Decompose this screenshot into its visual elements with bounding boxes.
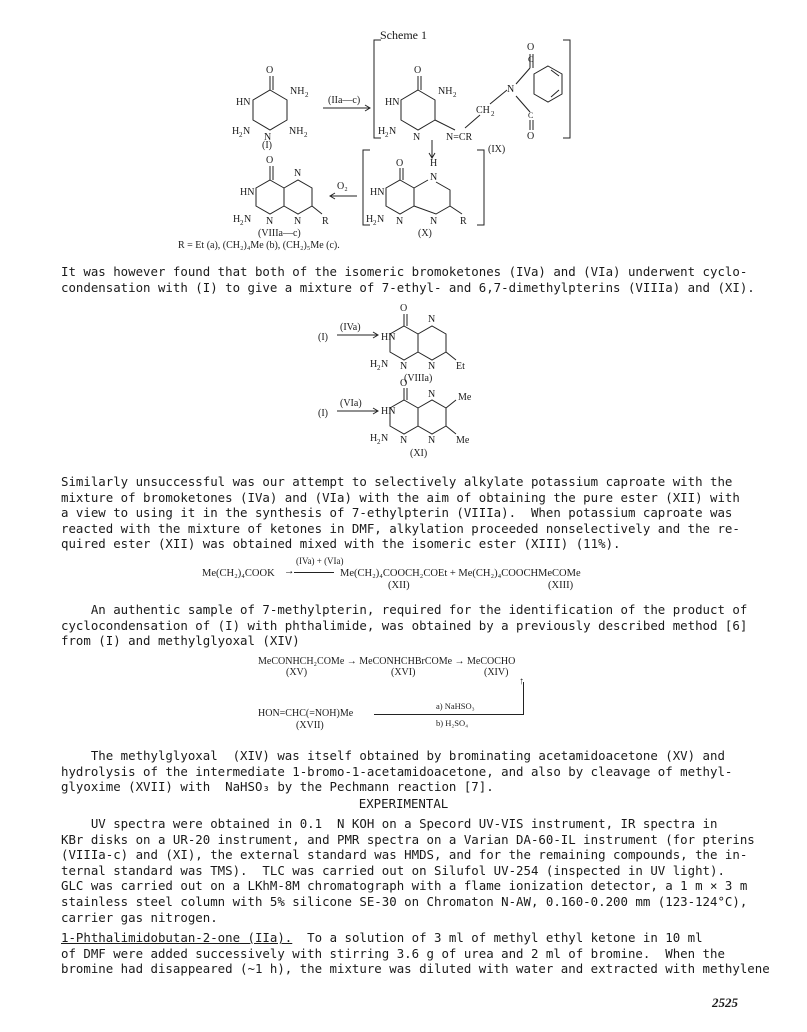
svg-text:H: H xyxy=(370,433,378,444)
svg-text:H: H xyxy=(233,214,241,225)
svg-text:O: O xyxy=(400,378,408,389)
page-number: 2525 xyxy=(712,995,738,1010)
svg-text:2: 2 xyxy=(453,91,457,99)
svg-text:HN: HN xyxy=(381,406,396,417)
svg-text:2: 2 xyxy=(385,131,389,139)
structure-X xyxy=(366,158,467,239)
svg-text:2: 2 xyxy=(305,91,309,99)
svg-text:C: C xyxy=(528,111,534,120)
svg-text:H: H xyxy=(232,126,240,137)
svg-text:HN: HN xyxy=(381,332,396,343)
svg-text:N: N xyxy=(243,126,251,137)
svg-text:N: N xyxy=(413,132,421,143)
svg-text:N: N xyxy=(294,216,302,227)
paragraph-6: 1-Phthalimidobutan-2-one (IIa). To a solution of 3 ml of methyl ethyl ketone in 10 ml of DMF were added successively with stirring 3.6 g of urea and 2 ml of bromine. When the bromine had disappeared (~1 h), the mixture was diluted with water and extracted with methylene xyxy=(61,930,770,977)
svg-text:2: 2 xyxy=(377,364,381,372)
structure-VIIIa xyxy=(318,303,465,384)
structure-I xyxy=(232,65,309,151)
svg-text:O: O xyxy=(266,155,274,166)
svg-text:N: N xyxy=(428,435,436,446)
svg-text:N: N xyxy=(507,84,515,95)
svg-text:N: N xyxy=(244,214,252,225)
svg-text:N: N xyxy=(381,433,389,444)
paragraph-3: An authentic sample of 7-methylpterin, required for the identification of the product of cyclocondensation of (I) with phthalimide, was obtained by a previously described method [6] from (I) and methylglyoxal (XIV) xyxy=(61,602,748,649)
svg-text:HN: HN xyxy=(240,187,255,198)
structure-IX xyxy=(378,42,562,155)
svg-text:O: O xyxy=(396,158,404,169)
svg-text:H: H xyxy=(366,214,374,225)
svg-text:H: H xyxy=(378,126,386,137)
section-heading: EXPERIMENTAL xyxy=(358,796,449,811)
svg-text:N: N xyxy=(264,132,272,143)
svg-text:2: 2 xyxy=(240,219,244,227)
procedure-title: 1-Phthalimidobutan-2-one (IIa). xyxy=(61,930,293,945)
svg-text:NH: NH xyxy=(289,126,304,137)
svg-text:HN: HN xyxy=(370,187,385,198)
svg-text:N: N xyxy=(428,314,436,325)
svg-text:Me: Me xyxy=(458,392,472,403)
svg-text:N: N xyxy=(389,126,397,137)
svg-text:N: N xyxy=(294,168,302,179)
svg-text:R: R xyxy=(322,216,329,227)
label-IX: (IX) xyxy=(488,144,506,155)
scheme-legend: R = Et (a), (CH₂)₄Me (b), (CH₂)₅Me (c). xyxy=(178,240,340,251)
paragraph-5: UV spectra were obtained in 0.1 N KOH on a Specord UV-VIS instrument, IR spectra in KBr disks on a UR-20 instrument, and PMR spectra on a Varian DA-60-IL instrument (for pterins (VIIIa-c) and (XI), the external standard was HMDS, and for the remaining compounds, the in- ternal standard was TMS). TLC was carried out on Silufol UV-254 (inspected in UV light). GLC was carried out on a LKhM-8M chromatograph with a flame ionization detector, a 1 m × 3 m stainless steel column with 5% silicone SE-30 on Chromaton N-AW, 0.160-0.200 mm (123-124°C), carrier gas nitrogen. xyxy=(61,816,755,925)
scheme-drawings xyxy=(0,0,807,470)
svg-text:N: N xyxy=(377,214,385,225)
svg-text:N: N xyxy=(400,361,408,372)
svg-text:(I): (I) xyxy=(318,408,328,419)
svg-text:HN: HN xyxy=(385,97,400,108)
svg-text:2: 2 xyxy=(304,131,308,139)
svg-text:2: 2 xyxy=(373,219,377,227)
svg-text:N: N xyxy=(266,216,274,227)
arrow-oxygen: O₂ xyxy=(337,181,348,192)
paragraph-2: Similarly unsuccessful was our attempt to selectively alkylate potassium caproate with the mixture of bromoketones (IVa) and (VIa) with the aim of obtaining the pure ester (XII) with a view to using it in the synthesis of 7-ethylpterin (VIIIa). When potassium caproate was reacted with the mixture of ketones in DMF, alkylation proceeded nonselectively and the re- quired ester (XII) was obtained mixed with the isomeric ester (XIII) (11%). xyxy=(61,474,740,552)
svg-text:O: O xyxy=(266,65,274,76)
svg-text:N: N xyxy=(381,359,389,370)
svg-text:N: N xyxy=(430,172,438,183)
svg-text:(I): (I) xyxy=(318,332,328,343)
svg-text:O: O xyxy=(400,303,408,314)
arrow-reagent: (IIa—c) xyxy=(328,95,361,106)
svg-text:NH: NH xyxy=(438,86,453,97)
scheme-title: Scheme 1 xyxy=(380,28,427,42)
svg-text:(IVa): (IVa) xyxy=(340,322,361,333)
structure-VIII xyxy=(233,155,329,239)
svg-text:O: O xyxy=(527,42,535,53)
svg-text:N: N xyxy=(428,389,436,400)
svg-text:O: O xyxy=(527,131,535,142)
equation-1: (IVa) + (VIa) Me(CH₂)₄COOK → Me(CH₂)₄COOCH₂COEt + Me(CH₂)₄COOCHMeCOMe (XII) (XIII) xyxy=(202,556,581,591)
paragraph-1: It was however found that both of the isomeric bromoketones (IVa) and (VIa) underwent cyclo- condensation with (I) to give a mixture of 7-ethyl- and 6,7-dimethylpterins (VIIIa) and (XI). xyxy=(61,264,755,295)
svg-text:HN: HN xyxy=(236,97,251,108)
svg-text:(VIa): (VIa) xyxy=(340,398,362,409)
svg-text:R: R xyxy=(460,216,467,227)
svg-text:H: H xyxy=(370,359,378,370)
svg-text:O: O xyxy=(414,65,422,76)
svg-text:N: N xyxy=(428,361,436,372)
svg-text:(XI): (XI) xyxy=(410,448,428,459)
label-VIII: (VIIIa—c) xyxy=(258,228,301,239)
svg-text:N=CR: N=CR xyxy=(446,132,473,143)
svg-text:2: 2 xyxy=(491,110,495,118)
svg-text:NH: NH xyxy=(290,86,305,97)
svg-text:2: 2 xyxy=(239,131,243,139)
label-X: (X) xyxy=(418,228,432,239)
svg-text:2: 2 xyxy=(377,438,381,446)
svg-text:Et: Et xyxy=(456,361,465,372)
svg-text:H: H xyxy=(430,158,438,169)
structure-XI xyxy=(318,378,472,459)
svg-text:N: N xyxy=(396,216,404,227)
paragraph-4: The methylglyoxal (XIV) was itself obtained by brominating acetamidoacetone (XV) and hydrolysis of the intermediate 1-bromo-1-acetamidoacetone, and also by cleavage of methyl- glyoxime (XVII) with NaHSO₃ by the Pechmann reaction [7]. xyxy=(61,748,733,795)
svg-text:N: N xyxy=(400,435,408,446)
label-I: (I) xyxy=(262,140,272,151)
svg-text:N: N xyxy=(430,216,438,227)
svg-text:CH: CH xyxy=(476,105,490,116)
svg-text:(VIIIa): (VIIIa) xyxy=(404,373,433,384)
equation-2: MeCONHCH₂COMe → MeCONHCHBrCOMe → MeCOCHO (XV) (XVI) (XIV) HON=CHC(=NOH)Me (XVII) a) NaHSO₃ b) H₂SO₄ ↑ xyxy=(258,656,524,731)
svg-text:Me: Me xyxy=(456,435,470,446)
svg-text:C: C xyxy=(528,55,534,64)
